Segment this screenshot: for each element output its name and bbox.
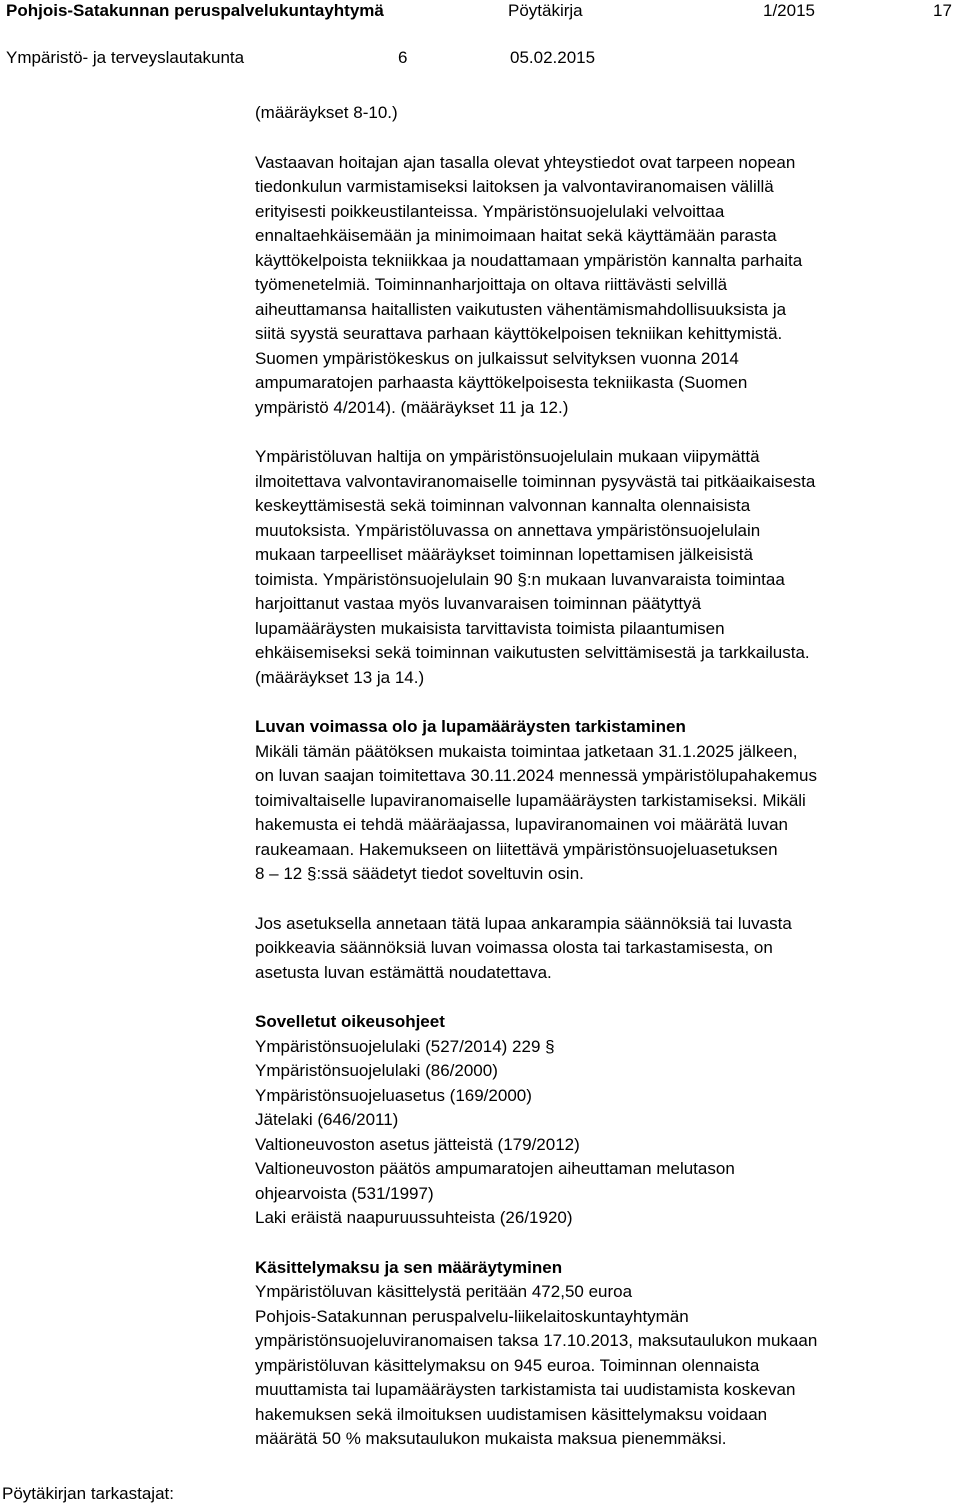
- organization-name: Pohjois-Satakunnan peruspalvelukuntayhtymä: [6, 1, 384, 20]
- board-name: Ympäristö- ja terveyslautakunta: [6, 48, 245, 67]
- section-number: 6: [398, 48, 408, 67]
- fee-heading: Käsittelymaksu ja sen määräytyminen: [255, 1257, 563, 1277]
- law-item: Valtioneuvoston asetus jätteistä (179/2012): [255, 1134, 580, 1154]
- law-item: Laki eräistä naapuruussuhteista (26/1920): [255, 1208, 573, 1227]
- law-item: Valtioneuvoston päätös ampumaratojen aiheuttaman melutason ohjearvoista (531/1997): [255, 1159, 735, 1203]
- fee-paragraph: Ympäristöluvan käsittelystä peritään 472,50 euroa Pohjois-Satakunnan peruspalvelu-liikelaitoskuntayhtymän ympäristönsuojeluviranomaisen taksa 17.10.2013, maksutaulukon mukaan ympäristöluvan käsittelymaksu on 945 euroa. Toiminnan olennaista muuttamista tai lupamääräysten tarkistamista tai uudistamista koskevan hakemuksen sekä ilmoituksen uudistamisen käsittelymaksu voidaan määrätä 50 % maksutaulukon mukaista maksua pienemmäksi.: [255, 1282, 818, 1448]
- law-item: Ympäristönsuojelulaki (86/2000): [255, 1061, 498, 1080]
- document-number: 1/2015: [763, 1, 815, 20]
- laws-heading: Sovelletut oikeusohjeet: [255, 1012, 445, 1031]
- stricter-rules-paragraph: Jos asetuksella annetaan tätä lupaa ankarampia säännöksiä tai luvasta poikkeavia säännöksiä luvan voimassa olosta tai tarkastamisesta, on asetusta luvan estämättä noudatettava.: [255, 913, 792, 982]
- paragraph-termination-notice: Ympäristöluvan haltija on ympäristönsuojelulain mukaan viipymättä ilmoitettava valvontaviranomaiselle toiminnan pysyvästä tai pitkäaikaisesta keskeyttämisestä sekä toiminnan valvonnan kannalta olennaisista muutoksista. Ympäristöluvassa on annettava ympäristönsuojelulain mukaan tarpeelliset määräykset toiminnan lopettamisen jälkeisistä toimista. Ympäristönsuojelulain 90 §:n mukaan luvanvaraista toimintaa harjoittanut vastaa myös luvanvaraisen toiminnan päätyttyä lupamääräysten mukaisista tarvittavista toimista pilaantumisen ehkäisemiseksi sekä toiminnan vaikutusten selvittämisestä ja tarkkailusta. (määräykset 13 ja 14.): [255, 447, 816, 687]
- document-type: Pöytäkirja: [508, 1, 583, 20]
- reviewers-label: Pöytäkirjan tarkastajat:: [2, 1484, 174, 1503]
- law-item: Jätelaki (646/2011): [255, 1110, 399, 1129]
- laws-list: [255, 1035, 957, 1231]
- intro-reference: (määräykset 8-10.): [255, 103, 398, 122]
- meeting-date: 05.02.2015: [510, 48, 596, 67]
- paragraph-responsible-contact: Vastaavan hoitajan ajan tasalla olevat yhteystiedot ovat tarpeen nopean tiedonkulun varmistamiseksi laitoksen ja valvontaviranomaisen välillä erityisesti poikkeustilanteissa. Ympäristönsuojelulaki velvoittaa ennaltaehkäisemään ja minimoimaan haitat sekä käyttämään parasta käyttökelpoista tekniikkaa ja noudattamaan ympäristön kannalta parhaita työmenetelmiä. Toiminnanharjoittaja on oltava riittävästi selvillä aiheuttamansa haitallisten vaikutusten vähentämismahdollisuuksista ja siitä syystä seurattava parhaan käyttökelpoisen tekniikan kehittymistä. Suomen ympäristökeskus on julkaissut selvityksen vuonna 2014 ampumaratojen parhaasta käyttökelpoisesta tekniikasta (Suomen ympäristö 4/2014). (määräykset 11 ja 12.): [255, 152, 803, 417]
- page-number: 17: [933, 1, 952, 20]
- law-item: Ympäristönsuojeluasetus (169/2000): [255, 1085, 532, 1105]
- law-item: Ympäristönsuojelulaki (527/2014) 229 §: [255, 1036, 555, 1056]
- validity-paragraph: Mikäli tämän päätöksen mukaista toimintaa jatketaan 31.1.2025 jälkeen, on luvan saajan toimitettava 30.11.2024 mennessä ympäristölupahakemus toimivaltaiselle lupaviranomaiselle lupamääräysten tarkistamiseksi. Mikäli hakemusta ei tehdä määräajassa, lupaviranomainen voi määrätä luvan raukeamaan. Hakemukseen on liitettävä ympäristönsuojeluasetuksen 8 – 12 §:ssä säädetyt tiedot soveltuvin osin.: [255, 741, 817, 883]
- validity-heading: Luvan voimassa olo ja lupamääräysten tarkistaminen: [255, 717, 686, 736]
- document-body: [255, 101, 957, 1452]
